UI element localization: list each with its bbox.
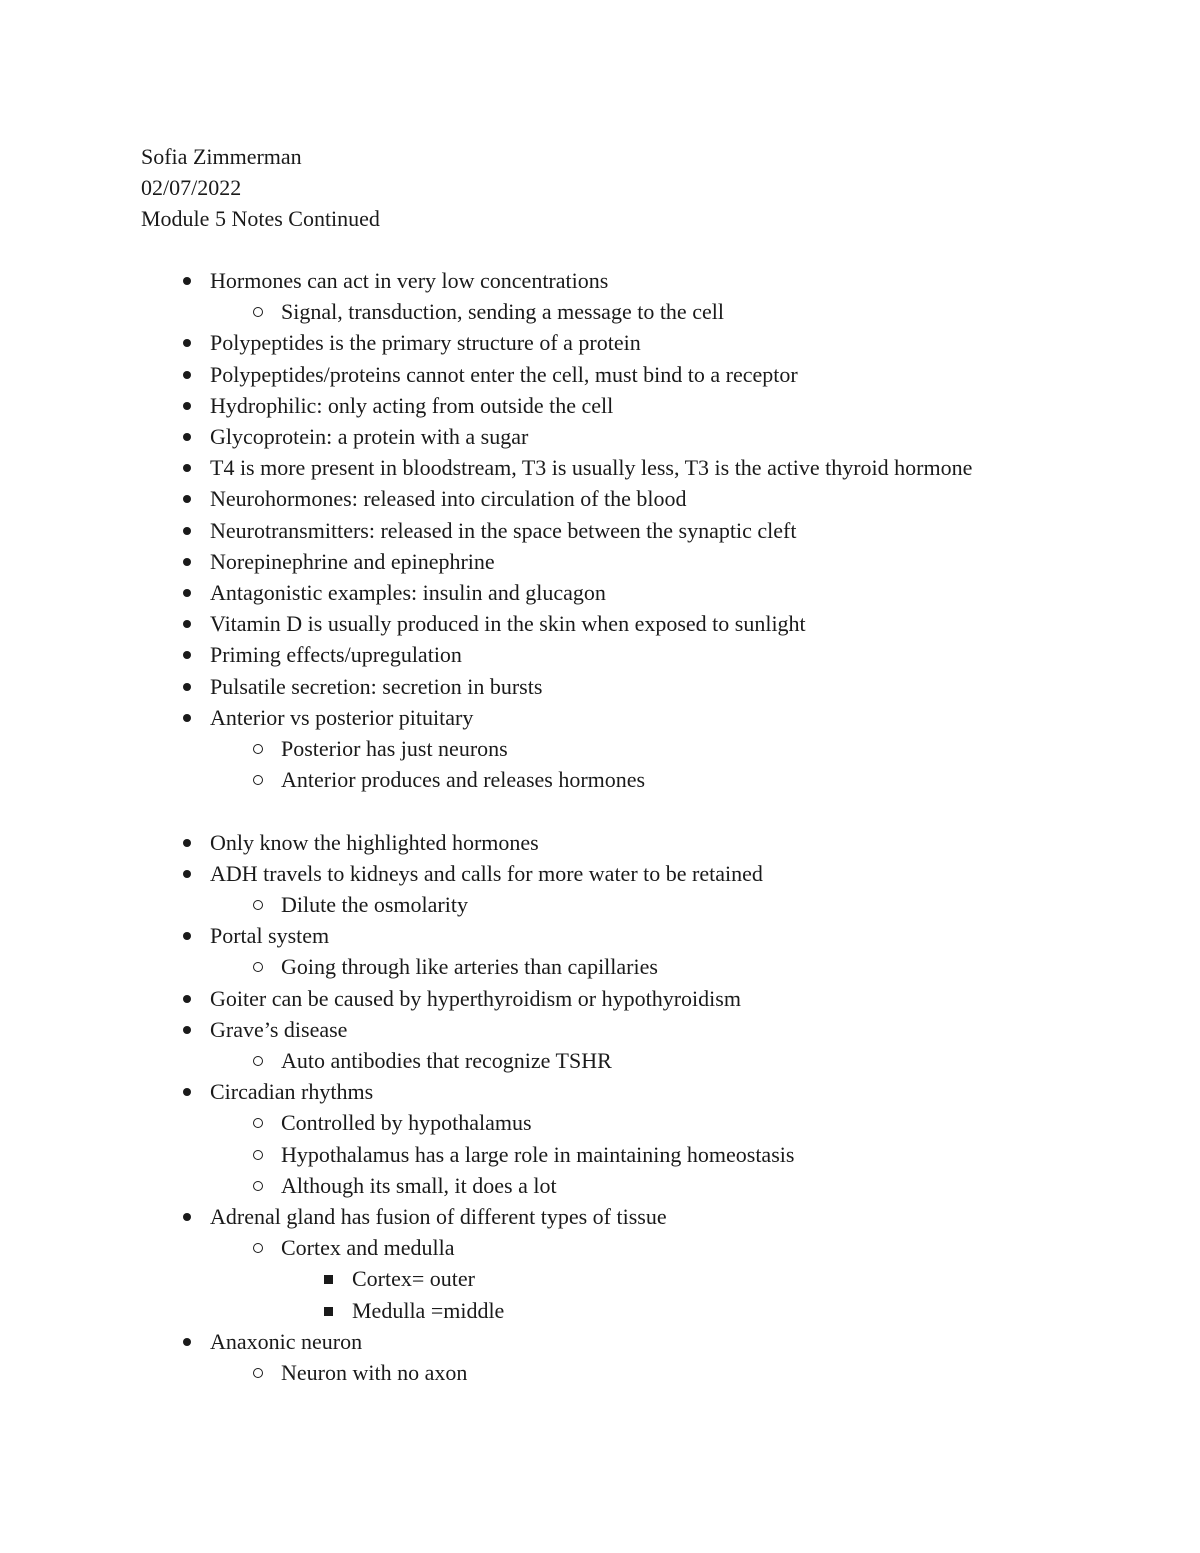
bullet-text: Circadian rhythms [210,1079,374,1104]
author-name: Sofia Zimmerman [141,144,302,169]
document-title: Module 5 Notes Continued [141,206,380,231]
bullet-text: Norepinephrine and epinephrine [210,549,495,574]
filled-circle-bullet-icon [183,651,191,659]
square-bullet-icon [324,1307,333,1316]
bullet-text: Neurotransmitters: released in the space between the synaptic cleft [210,518,797,543]
bullet-text: Signal, transduction, sending a message to the cell [281,299,724,324]
bullet-text: Dilute the osmolarity [281,892,468,917]
bullet-text: Antagonistic examples: insulin and glucagon [210,580,606,605]
filled-circle-bullet-icon [183,339,191,347]
filled-circle-bullet-icon [183,1213,191,1221]
bullet-text: Auto antibodies that recognize TSHR [281,1048,612,1073]
bullet-text: Going through like arteries than capillaries [281,954,658,979]
hollow-circle-bullet-icon [253,900,263,910]
filled-circle-bullet-icon [183,495,191,503]
hollow-circle-bullet-icon [253,1181,263,1191]
filled-circle-bullet-icon [183,870,191,878]
filled-circle-bullet-icon [183,402,191,410]
bullet-text: Hydrophilic: only acting from outside the cell [210,393,614,418]
filled-circle-bullet-icon [183,1026,191,1034]
bullet-text: Glycoprotein: a protein with a sugar [210,424,529,449]
hollow-circle-bullet-icon [253,962,263,972]
note-date: 02/07/2022 [141,175,242,200]
hollow-circle-bullet-icon [253,1056,263,1066]
filled-circle-bullet-icon [183,1338,191,1346]
filled-circle-bullet-icon [183,277,191,285]
filled-circle-bullet-icon [183,527,191,535]
bullet-text: Polypeptides/proteins cannot enter the cell, must bind to a receptor [210,362,798,387]
hollow-circle-bullet-icon [253,1150,263,1160]
bullet-text: Anaxonic neuron [210,1329,363,1354]
bullet-text: Hypothalamus has a large role in maintaining homeostasis [281,1142,795,1167]
bullet-text: Anterior produces and releases hormones [281,767,646,792]
hollow-circle-bullet-icon [253,744,263,754]
bullet-text: Portal system [210,923,330,948]
bullet-text: Posterior has just neurons [281,736,508,761]
hollow-circle-bullet-icon [253,1368,263,1378]
bullet-text: Anterior vs posterior pituitary [210,705,474,730]
bullet-text: Only know the highlighted hormones [210,830,539,855]
bullet-text: Pulsatile secretion: secretion in bursts [210,674,543,699]
bullet-text: Controlled by hypothalamus [281,1110,532,1135]
filled-circle-bullet-icon [183,839,191,847]
bullet-text: Cortex= outer [352,1266,475,1291]
filled-circle-bullet-icon [183,464,191,472]
filled-circle-bullet-icon [183,995,191,1003]
bullet-text: Neuron with no axon [281,1360,468,1385]
bullet-text: Goiter can be caused by hyperthyroidism or hypothyroidism [210,986,741,1011]
hollow-circle-bullet-icon [253,1118,263,1128]
bullet-text: Grave’s disease [210,1017,348,1042]
hollow-circle-bullet-icon [253,307,263,317]
hollow-circle-bullet-icon [253,1243,263,1253]
bullet-text: Although its small, it does a lot [281,1173,557,1198]
bullet-text: Neurohormones: released into circulation of the blood [210,486,687,511]
filled-circle-bullet-icon [183,371,191,379]
bullet-text: Polypeptides is the primary structure of a protein [210,330,641,355]
filled-circle-bullet-icon [183,558,191,566]
filled-circle-bullet-icon [183,589,191,597]
filled-circle-bullet-icon [183,1088,191,1096]
bullet-text: Adrenal gland has fusion of different types of tissue [210,1204,667,1229]
filled-circle-bullet-icon [183,620,191,628]
bullet-text: Priming effects/upregulation [210,642,462,667]
square-bullet-icon [324,1275,333,1284]
filled-circle-bullet-icon [183,683,191,691]
bullet-text: Hormones can act in very low concentrations [210,268,609,293]
bullet-text: Medulla =middle [352,1298,505,1323]
filled-circle-bullet-icon [183,714,191,722]
bullet-text: Cortex and medulla [281,1235,455,1260]
filled-circle-bullet-icon [183,932,191,940]
filled-circle-bullet-icon [183,433,191,441]
bullet-text: T4 is more present in bloodstream, T3 is usually less, T3 is the active thyroid hormone [210,455,973,480]
bullet-text: ADH travels to kidneys and calls for more water to be retained [210,861,763,886]
bullet-text: Vitamin D is usually produced in the skin when exposed to sunlight [210,611,806,636]
hollow-circle-bullet-icon [253,775,263,785]
